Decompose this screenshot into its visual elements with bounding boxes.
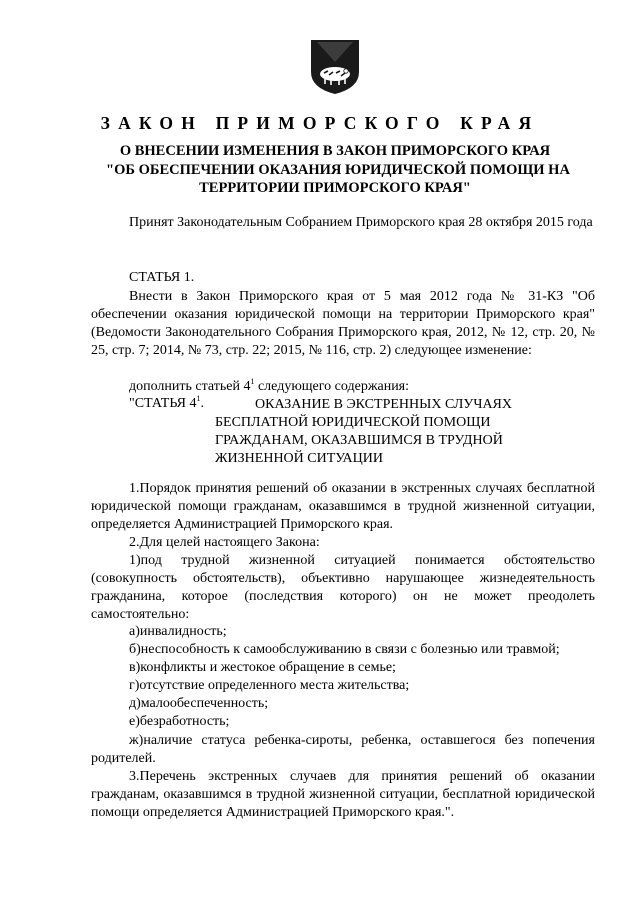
adoption-note: Принят Законодательным Собранием Приморского края 28 октября 2015 года [129,215,593,230]
paragraph-3: 3.Перечень экстренных случаев для принятия решений об оказании гражданам, оказавшимся в трудной жизненной ситуации, бесплатной юридической помощи определяется Администрацией Приморского края.". [91,769,595,820]
subtitle-line-3: ТЕРРИТОРИИ ПРИМОРСКОГО КРАЯ" [199,180,471,196]
paragraph-2: 2.Для целей настоящего Закона: [129,535,320,550]
supplement-line [129,379,409,395]
paragraph-1: 1.Порядок принятия решений об оказании в экстренных случаях бесплатной юридической помощи гражданам, оказавшимся в трудной жизненной ситуации, определяется Администрацией Приморского края. [91,481,595,532]
inserted-label-text: "СТАТЬЯ 4 [129,396,197,411]
subtitle-line-2: "ОБ ОБЕСПЕЧЕНИИ ОКАЗАНИЯ ЮРИДИЧЕСКОЙ ПОМОЩИ НА [106,162,570,178]
list-item: а)инвалидность; [129,624,227,639]
subtitle-line-1: О ВНЕСЕНИИ ИЗМЕНЕНИЯ В ЗАКОН ПРИМОРСКОГО КРАЯ [119,143,551,159]
list-item: б)неспособность к самообслуживанию в связи с болезнью или травмой; [129,642,560,657]
inserted-article-title: ОКАЗАНИЕ В ЭКСТРЕННЫХ СЛУЧАЯХ БЕСПЛАТНОЙ ЮРИДИЧЕСКОЙ ПОМОЩИ ГРАЖДАНАМ, ОКАЗАВШИМСЯ В ТРУДНОЙ ЖИЗНЕННОЙ СИТУАЦИИ [215,397,512,466]
list-item: е)безработность; [129,714,230,729]
coat-of-arms-icon [309,38,361,96]
document-title: ЗАКОН ПРИМОРСКОГО КРАЯ [100,113,540,133]
article-heading: СТАТЬЯ 1. [129,270,195,285]
list-item: г)отсутствие определенного места жительства; [129,678,410,693]
inserted-article-label [129,396,204,412]
supplement-text: дополнить статьей 4 [129,379,251,394]
inserted-label-dot: . [200,396,204,411]
list-item: в)конфликты и жестокое обращение в семье; [129,660,396,675]
inserted-label-superscript: 1 [196,394,201,403]
supplement-superscript: 1 [250,377,255,386]
article-text: Внести в Закон Приморского края от 5 мая 2012 года № 31-КЗ "Об обеспечении оказания юридической помощи на территории Приморского края" (Ведомости Законодательного Собрания Приморского края, 2012, № 12, стр. 20, № 25, стр. 7; 2014, № 73, стр. 22; 2015, № 116, стр. 2) следующее изменение: [91,289,595,358]
supplement-text-end: следующего содержания: [254,379,410,394]
list-item: д)малообеспеченность; [129,696,269,711]
paragraph-2-1: 1)под трудной жизненной ситуацией понимается обстоятельство (совокупность обстоятельств), объективно нарушающее жизнедеятельность гражданина, которое (последствия которого) он не может преодолеть самостоятельно: [91,553,595,622]
list-item-zh: ж)наличие статуса ребенка-сироты, ребенка, оставшегося без попечения родителей. [91,733,595,766]
